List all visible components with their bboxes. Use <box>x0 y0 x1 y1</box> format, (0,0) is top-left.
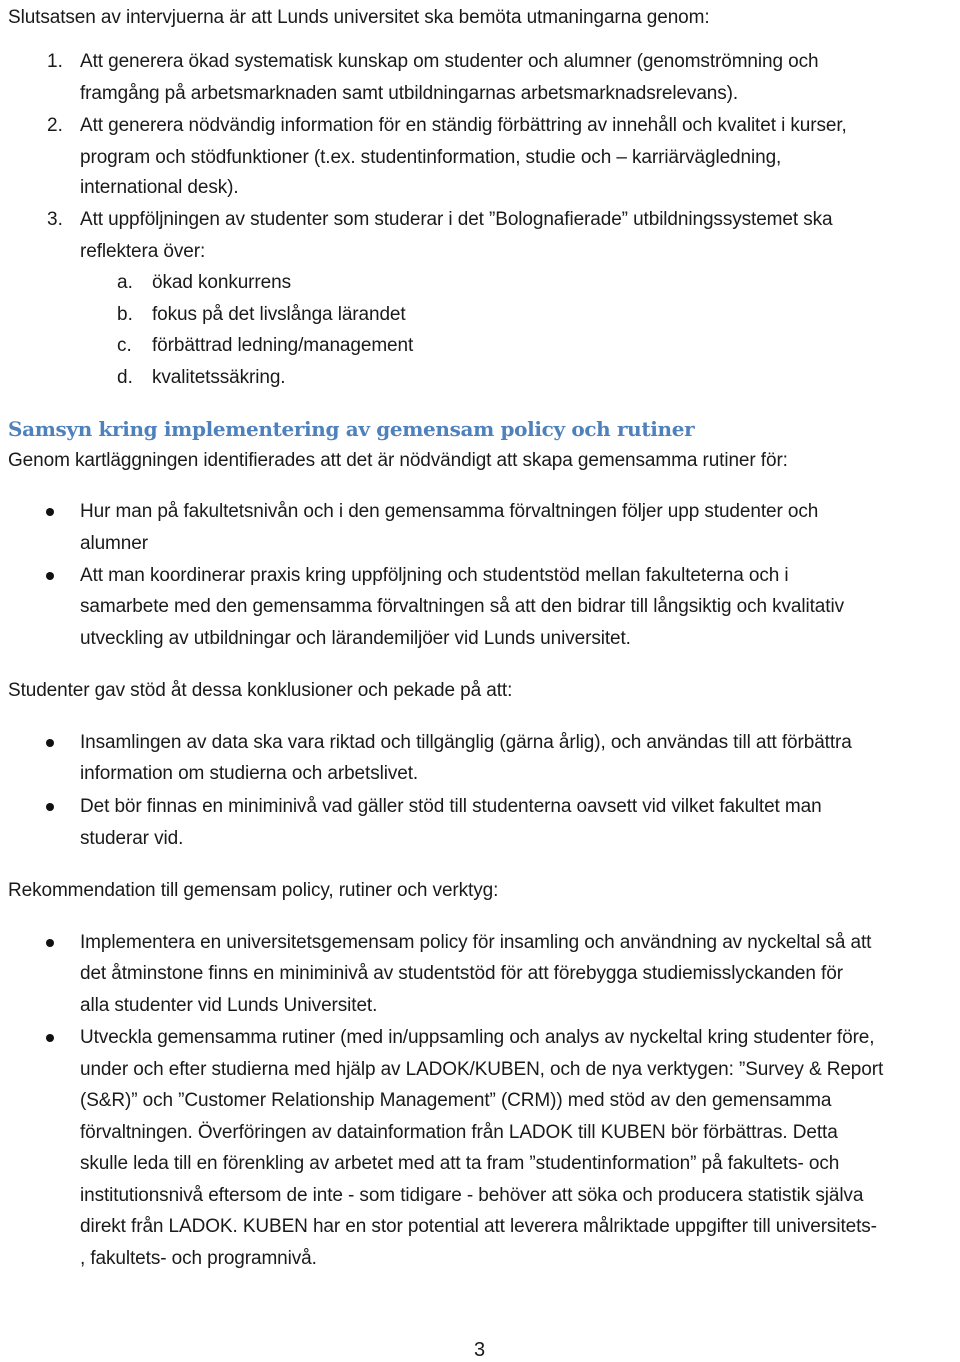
sub-list-item: fokus på det livslånga lärandet <box>152 304 406 325</box>
bullet-line: under och efter studierna med hjälp av LADOK/KUBEN, och de nya verktygen: ”Survey & Report <box>80 1059 884 1080</box>
bullet-line: det åtminstone finns en miniminivå av studentstöd för att förebygga studiemisslyckanden för <box>80 963 843 984</box>
sub-list-marker: b. <box>117 304 133 325</box>
intro-text: Slutsatsen av intervjuerna är att Lunds universitet ska bemöta utmaningarna genom: <box>8 7 710 28</box>
bullet-line: förvaltningen. Överföringen av datainformation från LADOK till KUBEN bör förbättras. Detta <box>80 1122 838 1143</box>
bullet-icon <box>46 739 54 747</box>
sub-list-marker: d. <box>117 367 133 388</box>
bullet-line: information om studierna och arbetslivet. <box>80 763 419 784</box>
bullet-icon <box>46 939 54 947</box>
section-heading: Samsyn kring implementering av gemensam policy och rutiner <box>8 417 695 441</box>
bullet-line: Insamlingen av data ska vara riktad och tillgänglig (gärna årlig), och användas till att förbättra <box>80 732 852 753</box>
bullet-line: utveckling av utbildningar och lärandemiljöer vid Lunds universitet. <box>80 628 631 649</box>
list-item-line: reflektera över: <box>80 241 206 262</box>
bullet-icon <box>46 1034 54 1042</box>
list-number: 3. <box>47 209 63 230</box>
bullet-line: institutionsnivå eftersom de inte - som tidigare - behöver att söka och producera statistik själva <box>80 1185 864 1206</box>
section-intro: Genom kartläggningen identifierades att det är nödvändigt att skapa gemensamma rutiner för: <box>8 450 788 471</box>
sub-list-item: kvalitetssäkring. <box>152 367 286 388</box>
bullet-line: alumner <box>80 533 148 554</box>
bullet-line: Att man koordinerar praxis kring uppföljning och studentstöd mellan fakulteterna och i <box>80 565 789 586</box>
bullet-line: Implementera en universitetsgemensam policy för insamling och användning av nyckeltal så att <box>80 932 872 953</box>
recommendation-intro: Rekommendation till gemensam policy, rutiner och verktyg: <box>8 880 499 901</box>
list-item-line: Att generera ökad systematisk kunskap om studenter och alumner (genomströmning och <box>80 51 819 72</box>
sub-list-marker: c. <box>117 335 132 356</box>
bullet-line: Hur man på fakultetsnivån och i den gemensamma förvaltningen följer upp studenter och <box>80 501 819 522</box>
list-item-line: Att uppföljningen av studenter som studerar i det ”Bolognafierade” utbildningssystemet ska <box>80 209 833 230</box>
list-number: 2. <box>47 115 63 136</box>
list-number: 1. <box>47 51 63 72</box>
bullet-icon <box>46 572 54 580</box>
bullet-line: samarbete med den gemensamma förvaltningen så att den bidrar till långsiktig och kvalitativ <box>80 596 844 617</box>
list-item-line: framgång på arbetsmarknaden samt utbildningarnas arbetsmarknadsrelevans). <box>80 83 739 104</box>
page-number: 3 <box>474 1339 486 1361</box>
sub-list-item: ökad konkurrens <box>152 272 291 293</box>
bullet-line: skulle leda till en förenkling av arbetet med att ta fram ”studentinformation” på fakultets- och <box>80 1153 840 1174</box>
bullet-icon <box>46 508 54 516</box>
list-item-line: Att generera nödvändig information för en ständig förbättring av innehåll och kvalitet i kurser, <box>80 115 847 136</box>
bullet-line: alla studenter vid Lunds Universitet. <box>80 995 378 1016</box>
bullet-icon <box>46 803 54 811</box>
sub-list-item: förbättrad ledning/management <box>152 335 414 356</box>
bullet-line: (S&R)” och ”Customer Relationship Management” (CRM)) med stöd av den gemensamma <box>80 1090 832 1111</box>
bullet-line: Det bör finnas en miniminivå vad gäller stöd till studenterna oavsett vid vilket fakultet man <box>80 796 822 817</box>
list-item-line: international desk). <box>80 177 239 198</box>
list-item-line: program och stödfunktioner (t.ex. studentinformation, studie och – karriärvägledning, <box>80 147 782 168</box>
students-intro: Studenter gav stöd åt dessa konklusioner och pekade på att: <box>8 680 513 701</box>
bullet-line: direkt från LADOK. KUBEN har en stor potential att leverera målriktade uppgifter till universitets- <box>80 1216 877 1237</box>
bullet-line: , fakultets- och programnivå. <box>80 1248 317 1269</box>
bullet-line: studerar vid. <box>80 828 184 849</box>
sub-list-marker: a. <box>117 272 133 293</box>
bullet-line: Utveckla gemensamma rutiner (med in/uppsamling och analys av nyckeltal kring studenter före, <box>80 1027 875 1048</box>
